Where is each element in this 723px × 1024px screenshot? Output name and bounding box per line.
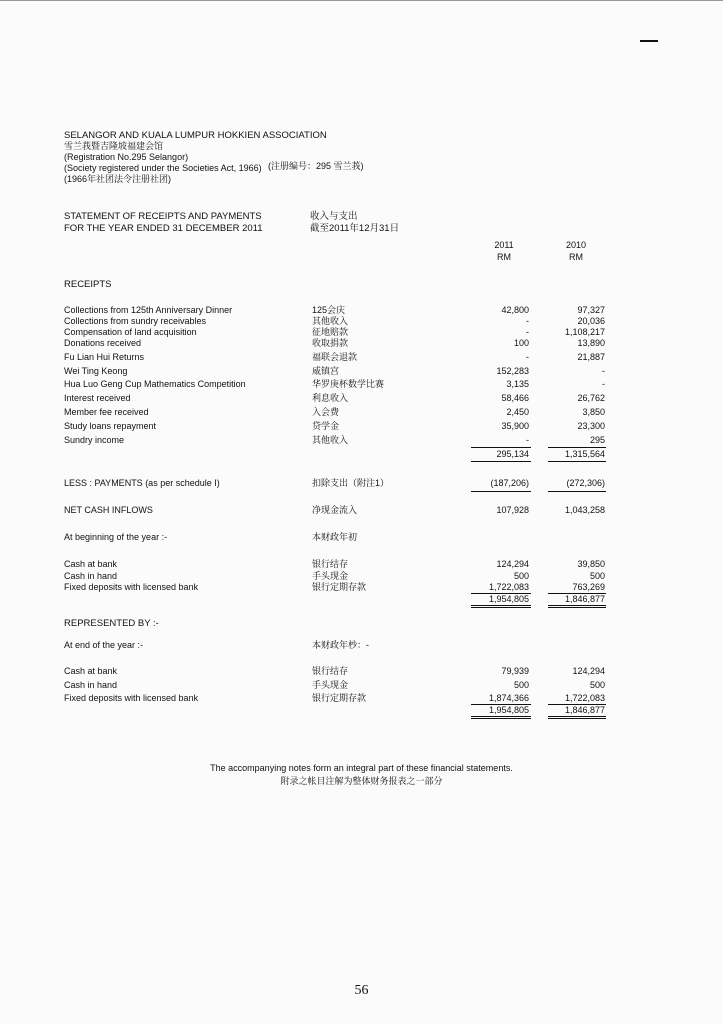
subtotal-rule xyxy=(471,447,531,448)
represented-by-heading: REPRESENTED BY :- xyxy=(64,618,159,629)
column-year: 2010 xyxy=(565,240,587,250)
row-label-en: Study loans repayment xyxy=(64,421,157,431)
value-2010: 500 xyxy=(589,571,605,581)
row-label-cn: 银行结存 xyxy=(312,666,349,676)
row-label-cn: 入会费 xyxy=(312,407,340,417)
row-label-cn: 征地赔款 xyxy=(312,327,349,337)
footnote-en: The accompanying notes form an integral part of these financial statements. xyxy=(210,763,513,773)
net-cash-row xyxy=(0,505,723,516)
statement-title-en xyxy=(64,211,263,235)
value-2010: 500 xyxy=(589,680,605,690)
value-2010: 39,850 xyxy=(577,559,605,569)
row-label-cn: 银行定期存款 xyxy=(312,693,367,703)
society-en: (Society registered under the Societies Act, 1966) xyxy=(64,163,262,173)
value-2010: 97,327 xyxy=(577,305,605,315)
value-2011: 152,283 xyxy=(496,366,529,376)
value-2010: 1,108,217 xyxy=(564,327,605,337)
row-label-cn: 本财政年初 xyxy=(312,532,358,542)
table-row xyxy=(0,305,723,316)
value-2011: - xyxy=(526,316,529,326)
row-label-en: Wei Ting Keong xyxy=(64,366,128,376)
row-label-cn: 贷学金 xyxy=(312,421,340,431)
row-label-en: Cash at bank xyxy=(64,559,118,569)
value-2010: - xyxy=(602,366,605,376)
row-label-cn: 其他收入 xyxy=(312,435,349,445)
row-label-cn: 收取捐款 xyxy=(312,338,349,348)
value-2010: 23,300 xyxy=(577,421,605,431)
row-label-cn: 扣除支出（附注1） xyxy=(312,478,390,488)
value-2010: 3,850 xyxy=(582,407,605,417)
column-unit: RM xyxy=(497,252,511,262)
value-2011: - xyxy=(526,435,529,445)
row-label-cn: 银行结存 xyxy=(312,559,349,569)
total-rule xyxy=(471,716,531,717)
row-label-en: Fixed deposits with licensed bank xyxy=(64,582,199,592)
payments-rule xyxy=(471,491,531,492)
total-double-rule xyxy=(471,718,531,719)
row-label-en: Member fee received xyxy=(64,407,149,417)
row-label-en: Fu Lian Hui Returns xyxy=(64,352,145,362)
payments-rule xyxy=(548,491,606,492)
value-2011: 1,954,805 xyxy=(488,705,529,715)
row-label-en: Donations received xyxy=(64,338,142,348)
value-2011: 35,900 xyxy=(501,421,529,431)
table-row xyxy=(0,559,723,570)
value-2011: 3,135 xyxy=(506,379,529,389)
row-label-en: Interest received xyxy=(64,393,131,403)
org-name-cn: 雪兰莪暨吉隆坡福建会馆 xyxy=(64,141,164,151)
end-total-row xyxy=(0,705,723,716)
row-label-en: NET CASH INFLOWS xyxy=(64,505,153,515)
row-label-cn: 本财政年杪：- xyxy=(312,640,369,650)
value-2010: 763,269 xyxy=(572,582,605,592)
organization-header xyxy=(64,130,327,185)
row-label-en: Cash in hand xyxy=(64,680,118,690)
org-name-en: SELANGOR AND KUALA LUMPUR HOKKIEN ASSOCIATION xyxy=(64,130,327,141)
column-header-2011 xyxy=(484,239,524,263)
table-row xyxy=(0,338,723,349)
statement-title-cn xyxy=(310,211,399,235)
table-row xyxy=(0,582,723,593)
table-row xyxy=(0,571,723,582)
registration-en: (Registration No.295 Selangor) xyxy=(64,152,189,162)
total-rule xyxy=(548,461,606,462)
row-label-en: Fixed deposits with licensed bank xyxy=(64,693,199,703)
table-row xyxy=(0,393,723,404)
value-2011: 1,722,083 xyxy=(488,582,529,592)
registration-cn: (注册编号：295 雪兰莪) xyxy=(268,161,364,171)
row-label-cn: 手头现金 xyxy=(312,571,349,581)
column-year: 2011 xyxy=(494,240,514,250)
receipts-heading: RECEIPTS xyxy=(64,279,112,290)
row-label-en: Compensation of land acquisition xyxy=(64,327,197,337)
row-label-cn: 利息收入 xyxy=(312,393,349,403)
statement-title-cn-line1: 收入与支出 xyxy=(310,211,358,222)
value-2010: 295 xyxy=(589,435,605,445)
value-2011: - xyxy=(526,327,529,337)
value-2011: - xyxy=(526,352,529,362)
value-2010: 13,890 xyxy=(577,338,605,348)
corner-dash-mark xyxy=(640,40,658,42)
value-2010: - xyxy=(602,379,605,389)
value-2011: 295,134 xyxy=(496,449,529,459)
value-2010: 21,887 xyxy=(577,352,605,362)
total-rule xyxy=(471,605,531,606)
table-row xyxy=(0,407,723,418)
column-unit: RM xyxy=(569,252,583,262)
value-2011: 2,450 xyxy=(506,407,529,417)
row-label-cn: 125会庆 xyxy=(312,305,346,315)
table-row xyxy=(0,421,723,432)
value-2010: (272,306) xyxy=(566,478,605,488)
row-label-en: LESS : PAYMENTS (as per schedule I) xyxy=(64,478,220,488)
table-row xyxy=(0,693,723,704)
row-label-cn: 净现金流入 xyxy=(312,505,358,515)
row-label-cn: 其他收入 xyxy=(312,316,349,326)
value-2011: (187,206) xyxy=(490,478,529,488)
row-label-cn: 威镇宫 xyxy=(312,366,340,376)
total-double-rule xyxy=(471,607,531,608)
table-row xyxy=(0,666,723,677)
table-row xyxy=(0,435,723,446)
value-2011: 1,954,805 xyxy=(488,594,529,604)
row-label-en: At beginning of the year :- xyxy=(64,532,168,542)
table-row xyxy=(0,352,723,363)
value-2011: 58,466 xyxy=(501,393,529,403)
row-label-en: Cash in hand xyxy=(64,571,118,581)
row-label-cn: 福联会退款 xyxy=(312,352,358,362)
row-label-cn: 手头现金 xyxy=(312,680,349,690)
value-2010: 1,315,564 xyxy=(564,449,605,459)
row-label-en: Sundry income xyxy=(64,435,125,445)
row-label-en: Collections from sundry receivables xyxy=(64,316,207,326)
value-2011: 100 xyxy=(513,338,529,348)
value-2010: 1,722,083 xyxy=(564,693,605,703)
row-label-cn: 华罗庚杯数学比赛 xyxy=(312,379,385,389)
value-2010: 26,762 xyxy=(577,393,605,403)
total-rule xyxy=(471,461,531,462)
statement-title-line1: STATEMENT OF RECEIPTS AND PAYMENTS xyxy=(64,211,262,222)
statement-title-cn-line2: 截至2011年12月31日 xyxy=(310,223,400,234)
column-header-2010 xyxy=(556,239,596,263)
society-cn: (1966年社团法令注册社团) xyxy=(64,174,172,184)
table-row xyxy=(0,327,723,338)
value-2011: 124,294 xyxy=(496,559,529,569)
statement-title-line2: FOR THE YEAR ENDED 31 DECEMBER 2011 xyxy=(64,223,263,234)
end-label-row xyxy=(0,640,723,651)
value-2010: 20,036 xyxy=(577,316,605,326)
beginning-total-row xyxy=(0,594,723,605)
subtotal-rule xyxy=(548,447,606,448)
row-label-en: Cash at bank xyxy=(64,666,118,676)
total-double-rule xyxy=(548,718,606,719)
table-row xyxy=(0,680,723,691)
value-2011: 79,939 xyxy=(501,666,529,676)
value-2011: 500 xyxy=(513,680,529,690)
value-2011: 1,874,366 xyxy=(488,693,529,703)
value-2010: 1,846,877 xyxy=(564,594,605,604)
value-2010: 1,846,877 xyxy=(564,705,605,715)
footnote-cn: 附录之帐目注解为整体财务报表之一部分 xyxy=(280,776,443,786)
value-2011: 107,928 xyxy=(496,505,529,515)
row-label-en: Hua Luo Geng Cup Mathematics Competition xyxy=(64,379,246,389)
value-2011: 500 xyxy=(513,571,529,581)
value-2011: 42,800 xyxy=(501,305,529,315)
table-row xyxy=(0,366,723,377)
beginning-label-row xyxy=(0,532,723,543)
total-double-rule xyxy=(548,607,606,608)
row-label-en: At end of the year :- xyxy=(64,640,144,650)
total-rule xyxy=(548,605,606,606)
table-row xyxy=(0,379,723,390)
table-row xyxy=(0,316,723,327)
value-2010: 1,043,258 xyxy=(564,505,605,515)
total-rule xyxy=(548,716,606,717)
receipts-total-row xyxy=(0,449,723,460)
payments-row xyxy=(0,478,723,489)
page-number: 56 xyxy=(354,983,369,998)
row-label-cn: 银行定期存款 xyxy=(312,582,367,592)
row-label-en: Collections from 125th Anniversary Dinner xyxy=(64,305,233,315)
value-2010: 124,294 xyxy=(572,666,605,676)
